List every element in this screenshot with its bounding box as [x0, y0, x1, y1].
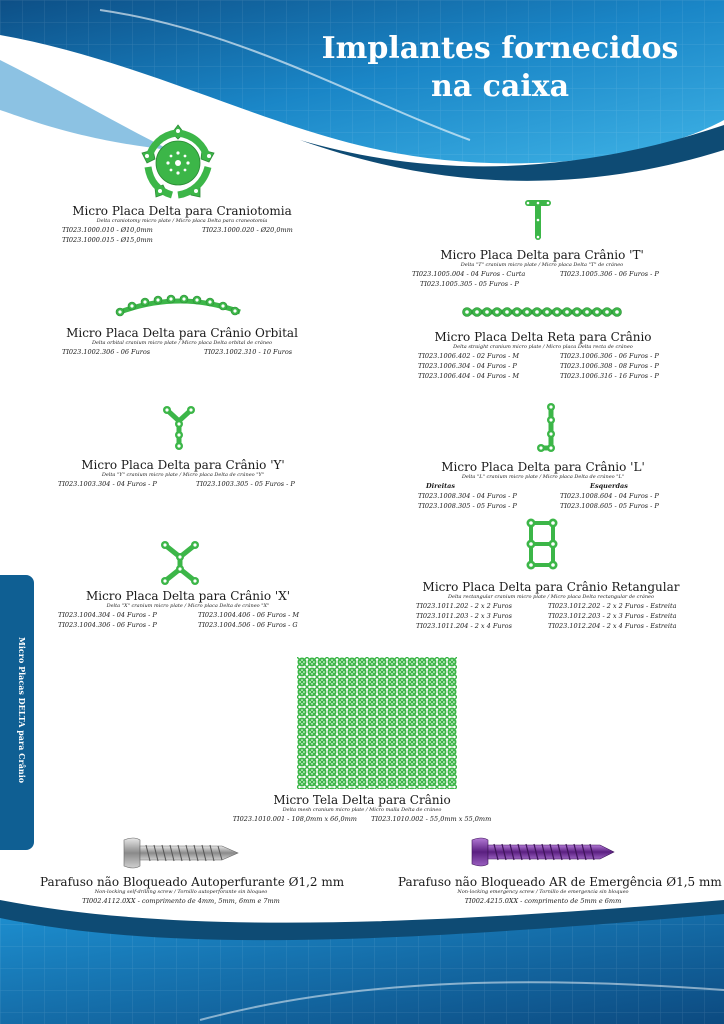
product-craniotomia — [62, 204, 302, 245]
code-line: TI023.1012.204 - 2 x 4 Furos - Estreita — [548, 622, 677, 630]
code-line: TI023.1008.605 - 05 Furos - P — [560, 502, 659, 510]
code-line: TI023.1004.506 - 06 Furos - G — [198, 621, 298, 629]
product-title: Micro Placa Delta Reta para Crânio — [434, 330, 652, 344]
product-title: Micro Placa Delta para Crânio Orbital — [66, 326, 298, 340]
product-subtitle: Non-locking emergency screw / Tornillo de emergencia sin bloqueo — [457, 889, 629, 895]
product-subtitle: Delta rectangular cranium micro plate / Micro placa Delta rectangular de cráneo — [447, 594, 655, 600]
code-line: TI023.1004.304 - 04 Furos - P — [58, 611, 157, 619]
code-line: TI023.1005.305 - 05 Furos - P — [420, 280, 519, 288]
code-line: TI023.1002.310 - 10 Furos — [204, 348, 293, 356]
code-line: TI023.1008.604 - 04 Furos - P — [560, 492, 659, 500]
code-line: TI023.1006.404 - 04 Furos - M — [418, 372, 520, 380]
code-line: TI023.1005.004 - 04 Furos - Curta — [412, 270, 526, 278]
code-line: TI023.1006.402 - 02 Furos - M — [418, 352, 520, 360]
product-parafuso-autoperfurante — [40, 875, 345, 906]
product-codes — [418, 351, 668, 381]
code-line: TI023.1006.304 - 04 Furos - P — [418, 362, 517, 370]
product-cranio-x — [58, 589, 318, 630]
code-line: TI023.1003.304 - 04 Furos - P — [58, 480, 157, 488]
product-title: Parafuso não Bloqueado Autoperfurante Ø1,2 mm — [40, 875, 345, 889]
product-cranio-t — [412, 248, 672, 289]
code-line: TI023.1004.406 - 06 Furos - M — [198, 611, 300, 619]
craniotomy-plate-image — [138, 123, 218, 203]
y-plate-image — [163, 405, 195, 451]
col-header-esquerdas: Esquerdas — [590, 482, 628, 490]
product-title: Micro Placa Delta para Crânio 'Y' — [81, 458, 285, 472]
title-line-1: Implantes fornecidos — [321, 31, 679, 66]
product-title: Micro Placa Delta para Crânio 'L' — [441, 460, 645, 474]
product-cranio-y — [58, 458, 308, 489]
self-drilling-screw-image — [122, 836, 240, 870]
code-line: TI002.4215.0XX - comprimento de 5mm e 6mm — [464, 897, 622, 905]
product-subtitle: Delta "L" cranium micro plate / Micro placa Delta de cráneo "L" — [461, 474, 625, 480]
code-line: TI023.1008.304 - 04 Furos - P — [418, 492, 517, 500]
code-line: TI023.1011.204 - 2 x 4 Furos — [416, 622, 512, 630]
code-line: TI002.4112.0XX - comprimento de 4mm, 5mm, 6mm e 7mm — [82, 897, 280, 905]
code-line: TI023.1000.020 - Ø20,0mm — [202, 226, 293, 234]
code-line: TI023.1006.316 - 16 Furos - P — [560, 372, 659, 380]
mesh-plate-image — [297, 657, 457, 789]
code-line: TI023.1002.306 - 06 Furos — [62, 348, 151, 356]
product-title: Parafuso não Bloqueado AR de Emergência Ø1,5 mm — [398, 875, 722, 889]
product-title: Micro Placa Delta para Craniotomia — [72, 204, 292, 218]
code-line: TI023.1004.306 - 06 Furos - P — [58, 621, 157, 629]
code-line: TI023.1008.305 - 05 Furos - P — [418, 502, 517, 510]
l-plate-image — [537, 402, 561, 454]
code-line: TI023.1003.305 - 05 Furos - P — [196, 480, 295, 488]
x-plate-image — [160, 540, 200, 586]
code-line: TI023.1010.001 - 108,0mm x 66,0mm — [232, 815, 357, 823]
product-parafuso-emergencia — [398, 875, 722, 906]
code-line: TI023.1012.203 - 2 x 3 Furos - Estreita — [548, 612, 677, 620]
product-subtitle: Delta "X" cranium micro plate / Micro placa Delta de cráneo "X" — [106, 603, 270, 609]
straight-plate-image — [462, 305, 622, 319]
product-tela — [222, 793, 502, 824]
code-line: TI023.1010.002 - 55,0mm x 55,0mm — [371, 815, 492, 823]
code-line: TI023.1011.203 - 2 x 3 Furos — [416, 612, 512, 620]
product-subtitle: Delta "T" cranium micro plate / Micro placa Delta "T" de cráneo — [460, 262, 624, 268]
page-title — [300, 30, 700, 106]
product-codes — [58, 610, 318, 630]
code-line: TI023.1006.308 - 08 Furos - P — [560, 362, 659, 370]
orbital-plate-image — [115, 294, 245, 318]
product-codes — [412, 269, 672, 289]
code-line: TI023.1005.306 - 06 Furos - P — [560, 270, 659, 278]
product-codes — [416, 601, 686, 631]
t-plate-image — [525, 198, 551, 242]
code-line: TI023.1012.202 - 2 x 2 Furos - Estreita — [548, 602, 677, 610]
emergency-screw-image — [470, 836, 616, 868]
code-line: TI023.1000.010 - Ø10,0mm — [62, 226, 153, 234]
product-title: Micro Placa Delta para Crânio 'X' — [85, 589, 291, 603]
product-subtitle: Delta "Y" cranium micro plate / Micro placa Delta de cráneo "Y" — [101, 472, 265, 478]
side-label: Micro Placas DELTA para Crânio — [17, 636, 27, 784]
code-line: TI023.1000.015 - Ø15,0mm — [62, 236, 153, 244]
product-subtitle: Non-locking self-drilling screw / Tornillo autoperforante sin bloqueo — [94, 889, 268, 895]
product-codes — [62, 225, 302, 245]
product-title: Micro Tela Delta para Crânio — [273, 793, 451, 807]
product-subtitle: Delta mesh cranium micro plate / Micro malla Delta de cráneo — [282, 807, 442, 813]
title-line-2: na caixa — [430, 69, 570, 104]
col-header-direitas: Direitas — [426, 482, 456, 490]
product-codes — [222, 814, 502, 824]
product-subtitle: Delta craniotomy micro plate / Micro placa Delta para craneotomía — [96, 218, 268, 224]
product-retangular — [416, 580, 686, 631]
code-line: TI023.1006.306 - 06 Furos - P — [560, 352, 659, 360]
product-title: Micro Placa Delta para Crânio Retangular — [422, 580, 680, 594]
product-title: Micro Placa Delta para Crânio 'T' — [440, 248, 644, 262]
product-codes — [58, 479, 308, 489]
code-line: TI023.1011.202 - 2 x 2 Furos — [416, 602, 512, 610]
product-codes — [62, 347, 302, 357]
product-orbital — [62, 326, 302, 357]
product-reta — [418, 330, 668, 381]
product-codes — [418, 481, 668, 511]
rectangular-plate-image — [526, 518, 558, 570]
product-subtitle: Delta straight cranium micro plate / Micro placa Delta recta de cráneo — [453, 344, 633, 350]
product-subtitle: Delta orbital cranium micro plate / Micro placa Delta orbital de cráneo — [91, 340, 273, 346]
product-cranio-l — [418, 460, 668, 511]
